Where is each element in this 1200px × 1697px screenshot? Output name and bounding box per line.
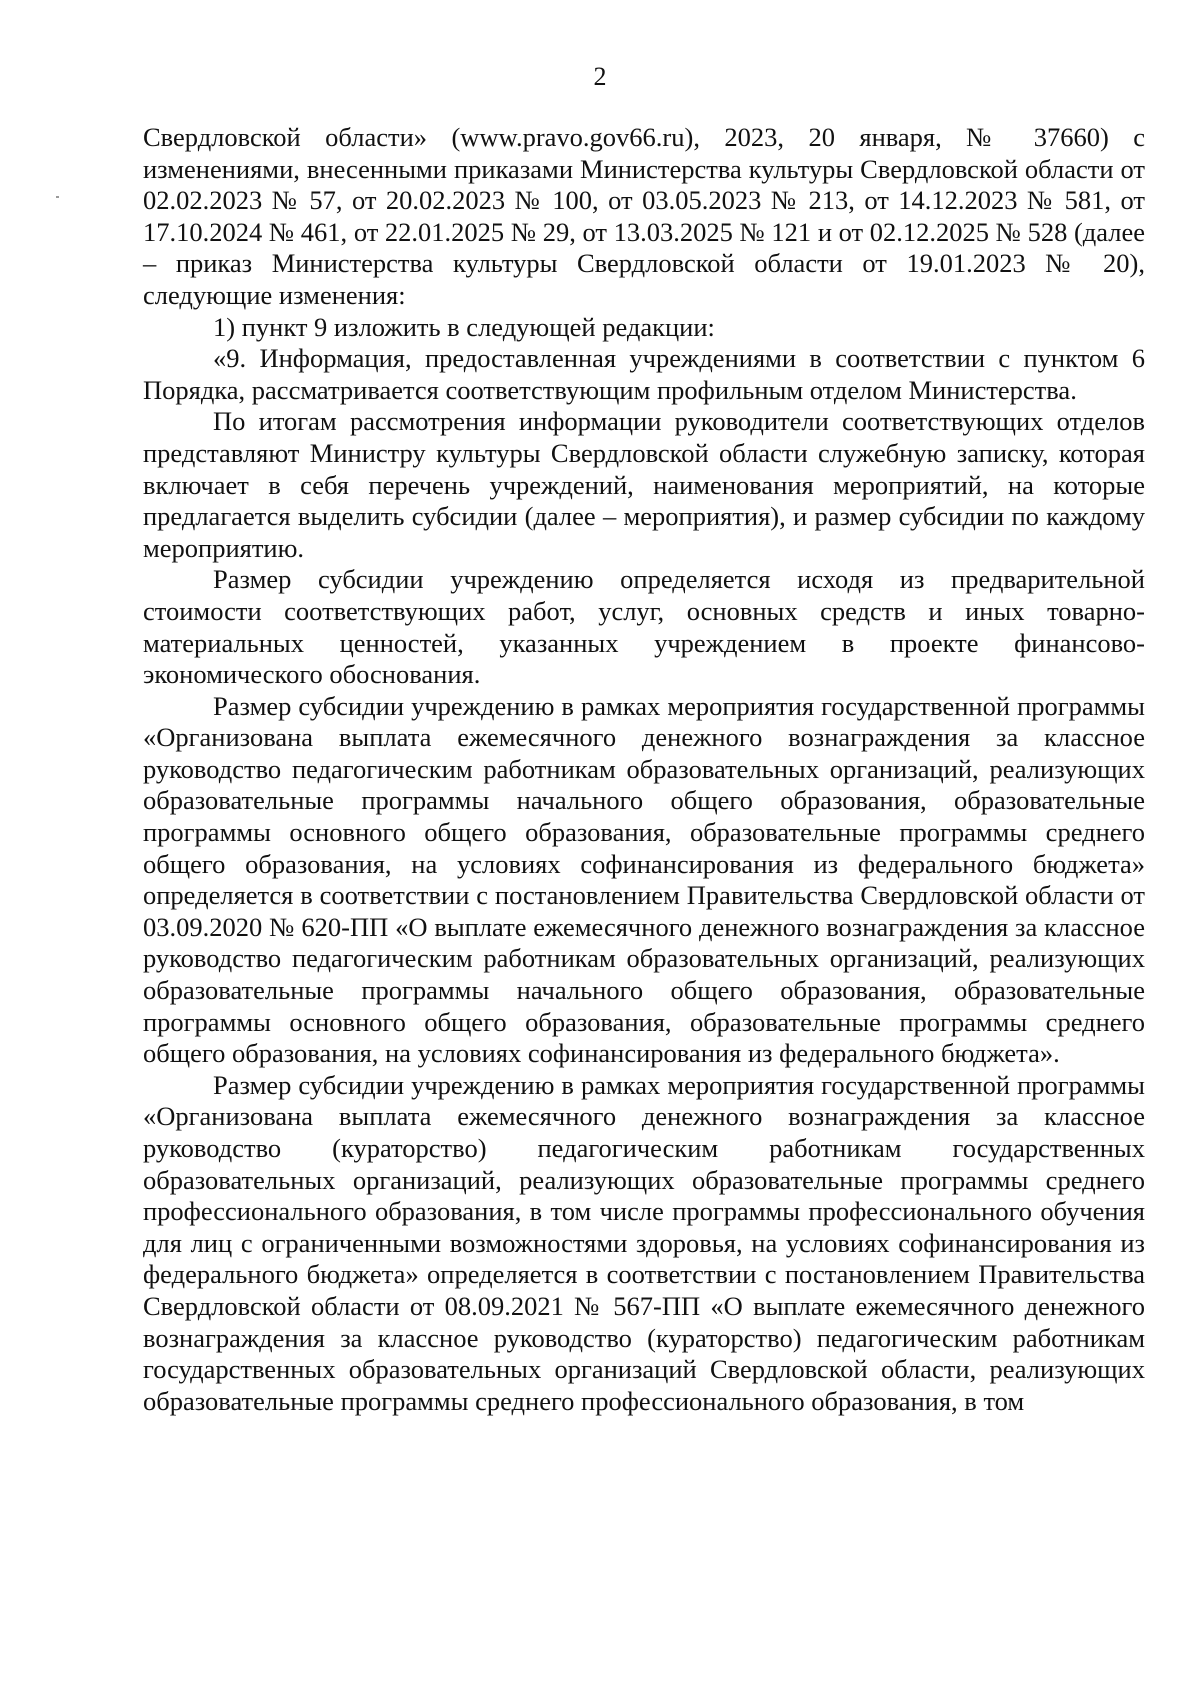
- paragraph-review-results: По итогам рассмотрения информации руководители соответствующих отделов представляют Министру культуры Свердловской области служебную записку, которая включает в себя перечень учреждений, наименования мероприятий, на которые предлагается выделить субсидии (далее – мероприятия), и размер субсидии по каждому мероприятию.: [143, 406, 1145, 563]
- scan-speck: [56, 196, 59, 198]
- paragraph-item-1: 1) пункт 9 изложить в следующей редакции:: [213, 311, 715, 342]
- document-body: [143, 122, 1145, 1417]
- page-number: 2: [593, 62, 607, 91]
- paragraph-subsidy-size-cost: Размер субсидии учреждению определяется исходя из предварительной стоимости соответствующих работ, услуг, основных средств и иных товарно-материальных ценностей, указанных учреждением в проекте финансово-экономического обоснования.: [143, 564, 1145, 690]
- paragraph-continuation-amendments: Свердловской области» (www.pravo.gov66.ru), 2023, 20 января, № 37660) с изменениями, внесенными приказами Министерства культуры Свердловской области от 02.02.2023 № 57, от 20.02.2023 № 100, от 03.05.2023 № 213, от 14.12.2023 № 581, от 17.10.2024 № 461, от 22.01.2025 № 29, от 13.03.2025 № 121 и от 02.12.2025 № 528 (далее – приказ Министерства культуры Свердловской области от 19.01.2023 № 20), следующие изменения:: [143, 122, 1145, 310]
- paragraph-subsidy-class-guidance: Размер субсидии учреждению в рамках мероприятия государственной программы «Организована выплата ежемесячного денежного вознаграждения за классное руководство педагогическим работникам образовательных организаций, реализующих образовательные программы начального общего образования, образовательные программы основного общего образования, образовательные программы среднего общего образования, на условиях софинансирования из федерального бюджета» определяется в соответствии с постановлением Правительства Свердловской области от 03.09.2020 № 620-ПП «О выплате ежемесячного денежного вознаграждения за классное руководство педагогическим работникам образовательных организаций, реализующих образовательные программы начального общего образования, образовательные программы основного общего образования, образовательные программы среднего общего образования, на условиях софинансирования из федерального бюджета».: [143, 690, 1145, 1069]
- paragraph-subsidy-curatorship: Размер субсидии учреждению в рамках мероприятия государственной программы «Организована выплата ежемесячного денежного вознаграждения за классное руководство (кураторство) педагогическим работникам государственных образовательных организаций, реализующих образовательные программы среднего профессионального образования, в том числе программы профессионального обучения для лиц с ограниченными возможностями здоровья, на условиях софинансирования из федерального бюджета» определяется в соответствии с постановлением Правительства Свердловской области от 08.09.2021 № 567-ПП «О выплате ежемесячного денежного вознаграждения за классное руководство (кураторство) педагогическим работникам государственных образовательных организаций Свердловской области, реализующих образовательные программы среднего профессионального образования, в том: [143, 1069, 1145, 1416]
- paragraph-point-9: «9. Информация, предоставленная учреждениями в соответствии с пунктом 6 Порядка, рассматривается соответствующим профильным отделом Министерства.: [143, 343, 1145, 405]
